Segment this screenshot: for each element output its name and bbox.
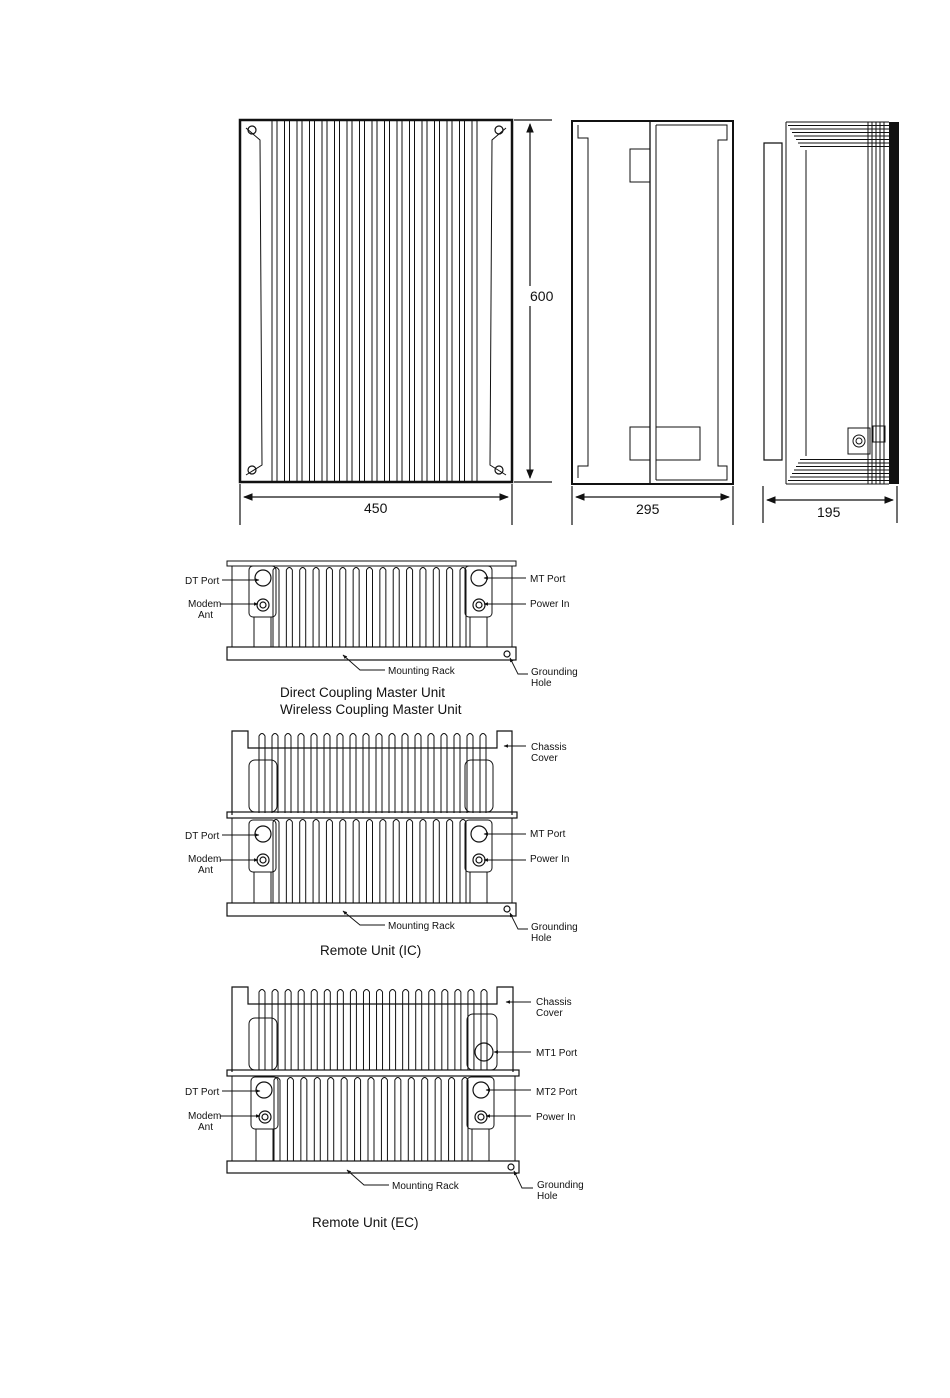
ic-modem-ant-label-2: Ant [198, 865, 214, 876]
master-mt-port-label: MT Port [530, 574, 566, 585]
grounding-hole [504, 651, 510, 657]
edge-view [764, 122, 899, 484]
master-mounting-rack-label: Mounting Rack [388, 666, 455, 677]
ic-power-in-label: Power In [530, 854, 570, 865]
master-grounding-label: Grounding [531, 667, 578, 678]
ec-mounting-rack-label: Mounting Rack [392, 1181, 459, 1192]
master-unit-diagram [220, 561, 528, 674]
back-depth-value: 195 [817, 504, 841, 520]
master-modem-ant-label-2: Ant [198, 610, 214, 621]
ec-modem-ant-label-2: Ant [198, 1122, 214, 1133]
mount-hole [495, 466, 503, 474]
ic-chassis-label: Chassis [531, 742, 567, 753]
width-value: 450 [364, 500, 388, 516]
ec-power-in-label: Power In [536, 1112, 576, 1123]
ic-modem-ant-label: Modem [188, 854, 222, 865]
dt-port-connector [255, 570, 271, 586]
ec-mt1-port-label: MT1 Port [536, 1048, 578, 1059]
master-grounding-label-2: Hole [531, 678, 552, 689]
grounding-hole [504, 906, 510, 912]
front-view [240, 120, 512, 482]
mt1-port-connector [475, 1043, 493, 1061]
ic-mt-port-label: MT Port [530, 829, 566, 840]
modem-ant-connector [257, 599, 269, 611]
ec-dt-port-label: DT Port [185, 1087, 220, 1098]
ic-mounting-rack-label: Mounting Rack [388, 921, 455, 932]
ec-grounding-label-2: Hole [537, 1191, 558, 1202]
side-depth-value: 295 [636, 501, 660, 517]
ec-caption: Remote Unit (EC) [312, 1215, 419, 1230]
master-caption-2: Wireless Coupling Master Unit [280, 702, 462, 717]
ec-chassis-label: Chassis [536, 997, 572, 1008]
remote-ic-diagram [220, 731, 528, 929]
power-in-connector [473, 854, 485, 866]
ec-chassis-label-2: Cover [536, 1008, 563, 1019]
ec-mt2-port-label: MT2 Port [536, 1087, 578, 1098]
ic-caption: Remote Unit (IC) [320, 943, 422, 958]
remote-ec-diagram [220, 987, 533, 1188]
front-fins [272, 121, 477, 481]
ec-modem-ant-label: Modem [188, 1111, 222, 1122]
master-dt-port-label: DT Port [185, 576, 220, 587]
ic-chassis-label-2: Cover [531, 753, 558, 764]
ic-dt-port-label: DT Port [185, 831, 220, 842]
master-modem-ant-label: Modem [188, 599, 222, 610]
side-view [572, 121, 733, 484]
master-caption-1: Direct Coupling Master Unit [280, 685, 446, 700]
dt-port-connector [255, 826, 271, 842]
ec-grounding-label: Grounding [537, 1180, 584, 1191]
ic-grounding-label-2: Hole [531, 933, 552, 944]
ic-grounding-label: Grounding [531, 922, 578, 933]
power-in-connector [475, 1111, 487, 1123]
power-in-connector [473, 599, 485, 611]
grounding-hole [508, 1164, 514, 1170]
dt-port-connector [256, 1082, 272, 1098]
height-value: 600 [530, 288, 554, 304]
master-power-in-label: Power In [530, 599, 570, 610]
modem-ant-connector [257, 854, 269, 866]
modem-ant-connector [259, 1111, 271, 1123]
mount-hole [495, 126, 503, 134]
